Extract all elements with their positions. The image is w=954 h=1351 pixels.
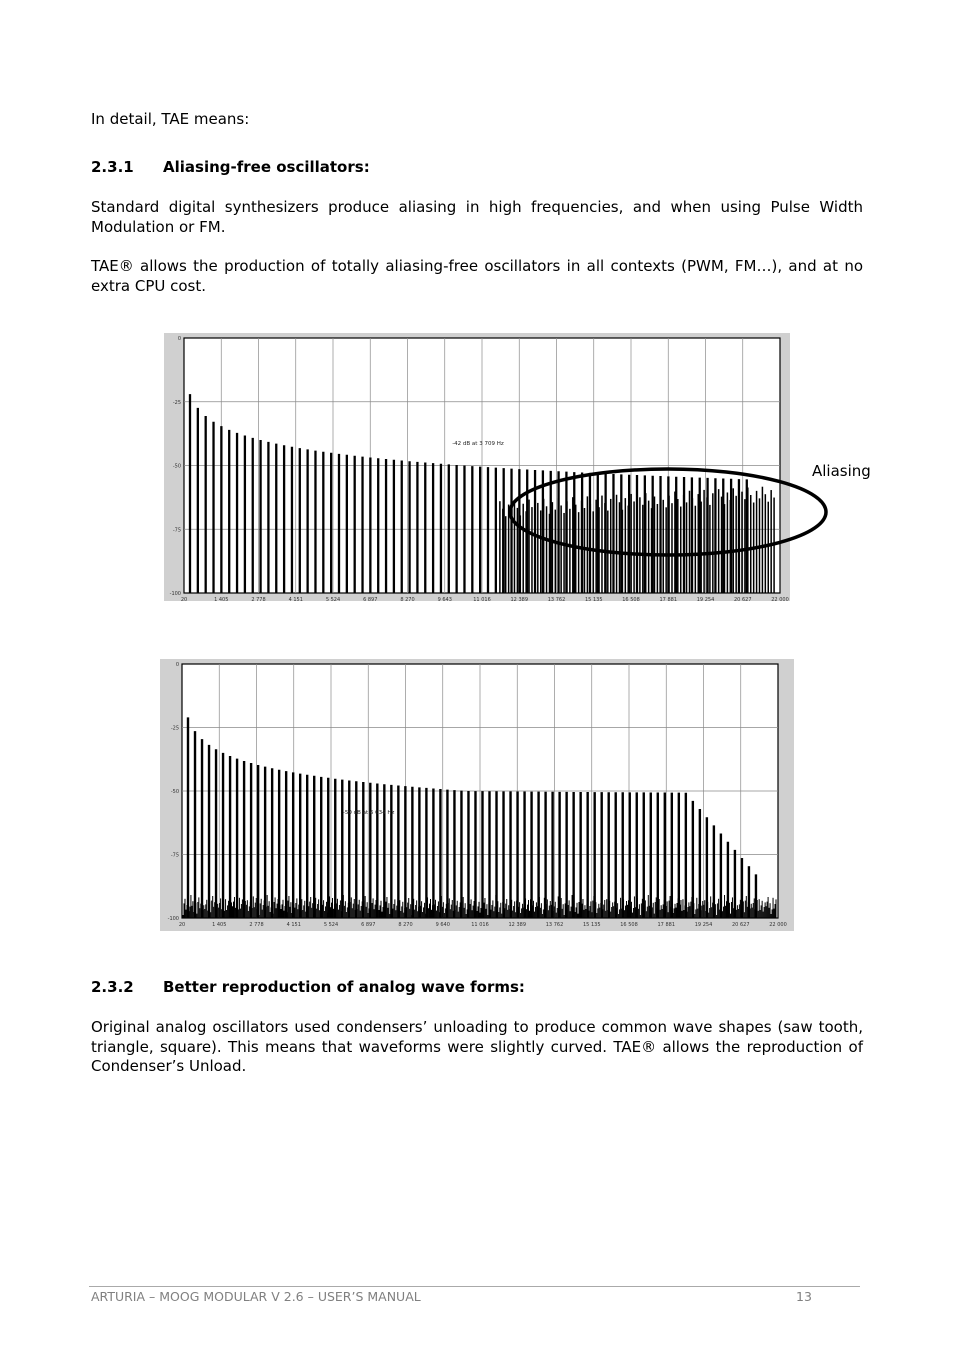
footer-divider [89, 1286, 860, 1287]
x-tick-label: 9 640 [435, 922, 450, 928]
y-tick-label: -75 [170, 852, 179, 859]
spectrum-chart-tae [160, 659, 794, 931]
x-tick-label: 17 881 [659, 597, 677, 601]
x-tick-label: 11 016 [471, 922, 489, 928]
x-tick-label: 16 508 [622, 597, 640, 601]
x-tick-label: 11 016 [473, 597, 491, 601]
y-tick-label: -50 [172, 463, 181, 470]
x-tick-label: 5 524 [323, 922, 339, 928]
y-tick-label: 0 [177, 336, 181, 342]
x-tick-label: 8 270 [398, 922, 413, 928]
x-tick-label: 6 897 [363, 597, 378, 601]
aliasing-ellipse [500, 460, 840, 565]
x-tick-label: 12 389 [510, 597, 528, 601]
x-tick-label: 20 [180, 597, 188, 601]
aliasing-label: Aliasing [812, 462, 871, 480]
y-tick-label: -100 [167, 916, 179, 922]
section-231-paragraph-2: TAE® allows the production of totally aliasing-free oscillators in all contexts (PWM, FM…), and at no extra CPU cost. [91, 257, 863, 295]
x-tick-label: 20 627 [732, 922, 750, 928]
x-tick-label: 20 [178, 922, 186, 928]
chart-annotation: -42 dB at 3 709 Hz [452, 441, 504, 448]
section-231-heading [91, 158, 370, 176]
x-tick-label: 20 627 [734, 597, 752, 601]
x-tick-label: 13 762 [545, 922, 564, 928]
x-tick-label: 5 524 [325, 597, 341, 601]
section-232-heading [91, 978, 525, 996]
intro-text: In detail, TAE means: [91, 110, 250, 128]
x-tick-label: 15 135 [583, 922, 601, 928]
x-tick-label: 2 778 [251, 597, 266, 601]
section-title: Aliasing-free oscillators: [163, 158, 370, 176]
section-231-paragraph-1: Standard digital synthesizers produce aliasing in high frequencies, and when using Pulse Width Modulation or FM. [91, 198, 863, 236]
x-tick-label: 6 897 [361, 922, 376, 928]
x-tick-label: 15 135 [585, 597, 603, 601]
section-232-paragraph-1: Original analog oscillators used condensers’ unloading to produce common wave shapes (saw tooth, triangle, square). This means that waveforms were slightly curved. TAE® allows the reproduction of Condenser’s Unload. [91, 1018, 863, 1075]
y-tick-label: -25 [172, 399, 181, 406]
y-tick-label: -25 [170, 725, 179, 732]
y-tick-label: -75 [172, 527, 181, 534]
section-number: 2.3.1 [91, 158, 134, 176]
x-tick-label: 12 389 [508, 922, 526, 928]
y-tick-label: -50 [170, 789, 179, 795]
x-tick-label: 1 405 [214, 597, 229, 601]
x-tick-label: 9 643 [437, 597, 452, 601]
spectrum-chart-tae-svg [160, 659, 794, 931]
x-tick-label: 17 881 [657, 922, 675, 928]
x-tick-label: 4 151 [288, 597, 303, 601]
y-tick-label: -100 [169, 591, 181, 597]
footer-title: ARTURIA – MOOG MODULAR V 2.6 – USER’S MANUAL [91, 1289, 421, 1304]
x-tick-label: 22 000 [769, 922, 787, 928]
section-number: 2.3.2 [91, 978, 134, 996]
chart-annotation: -50 dB at 6 034 Hz [342, 809, 395, 816]
x-tick-label: 19 254 [694, 922, 713, 928]
x-tick-label: 1 405 [212, 922, 227, 928]
x-tick-label: 8 270 [400, 597, 415, 601]
x-tick-label: 4 151 [286, 922, 301, 928]
y-tick-label: 0 [175, 662, 179, 668]
section-title: Better reproduction of analog wave forms: [163, 978, 525, 996]
x-tick-label: 16 508 [620, 922, 638, 928]
page-number: 13 [796, 1289, 812, 1304]
x-tick-label: 13 762 [547, 597, 566, 601]
x-tick-label: 19 254 [696, 597, 715, 601]
x-tick-label: 2 778 [249, 922, 264, 928]
x-tick-label: 22 000 [771, 597, 789, 601]
